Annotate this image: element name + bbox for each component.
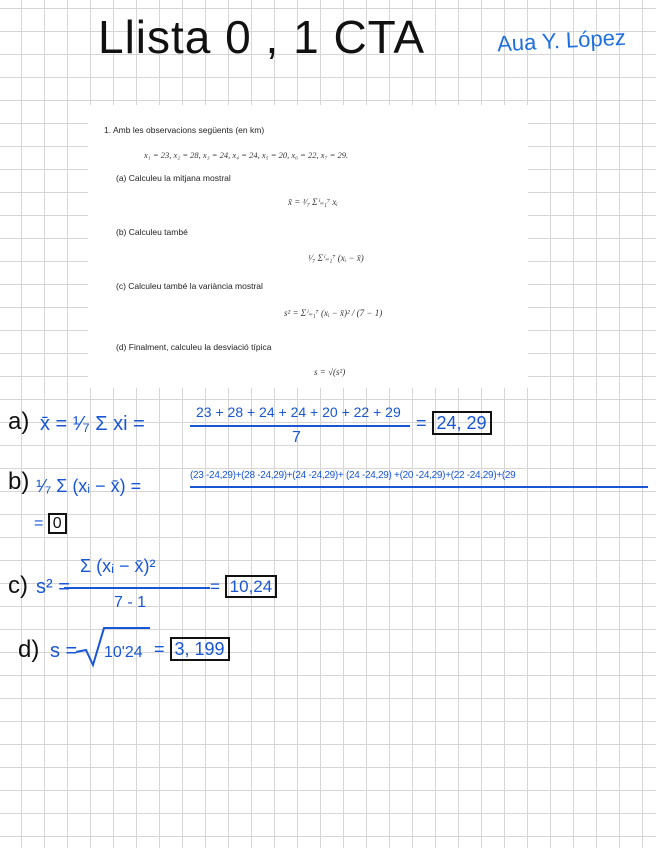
answer-a-denominator: 7	[292, 429, 301, 446]
answer-b-expansion: (23 -24,29)+(28 -24,29)+(24 -24,29)+ (24 -24,29) +(20 -24,29)+(22 -24,29)+(29	[190, 470, 516, 481]
part-c-formula: s² = Σⁱ₌₁⁷ (xᵢ − x̄)² / (7 − 1)	[284, 308, 383, 318]
answer-a-label: a)	[8, 408, 30, 435]
part-b-label: (b) Calculeu també	[116, 227, 188, 237]
author-name: Aua Y. López	[496, 24, 627, 57]
answer-b-lhs: ¹⁄₇ Σ (xᵢ − x̄) =	[36, 476, 142, 496]
answer-c-denominator: 7 - 1	[114, 594, 147, 611]
part-a-label: (a) Calculeu la mitjana mostral	[116, 173, 231, 183]
part-c-label: (c) Calculeu també la variància mostral	[116, 281, 263, 291]
answer-a-result: 24, 29	[432, 411, 492, 435]
answer-d-result: 3, 199	[170, 637, 230, 661]
answer-a-numerator: 23 + 28 + 24 + 24 + 20 + 22 + 29	[196, 404, 401, 420]
part-a-formula: x̄ = ¹⁄₇ Σⁱ₌₁⁷ xᵢ	[288, 197, 338, 207]
part-b-formula: ¹⁄₇ Σⁱ₌₁⁷ (xᵢ − x̄)	[308, 253, 364, 263]
answer-c-label: c)	[8, 572, 28, 599]
answer-c-numerator: Σ (xᵢ − x̄)²	[80, 556, 156, 576]
answer-c-result: 10,24	[225, 575, 278, 598]
answer-b-result: 0	[48, 513, 67, 534]
answer-d-lhs: s =	[50, 640, 78, 662]
observations: x₁ = 23, x₂ = 28, x₃ = 24, x₄ = 24, x₅ = 20, x₆ = 22, x₇ = 29.	[144, 150, 349, 160]
answer-b-label: b)	[8, 468, 30, 495]
answer-d-label: d)	[18, 636, 40, 663]
part-d-formula: s = √(s²)	[314, 367, 346, 377]
page-title: Llista 0 , 1 CTA	[98, 11, 426, 63]
answer-a-lhs: x̄ = ¹⁄₇ Σ xi =	[40, 413, 145, 435]
answer-d-radicand: 10'24	[104, 644, 143, 661]
part-d-label: (d) Finalment, calculeu la desviació típica	[116, 342, 272, 352]
answer-c-lhs: s² =	[36, 576, 70, 598]
problem-intro: 1. Amb les observacions següents (en km)	[104, 125, 265, 135]
